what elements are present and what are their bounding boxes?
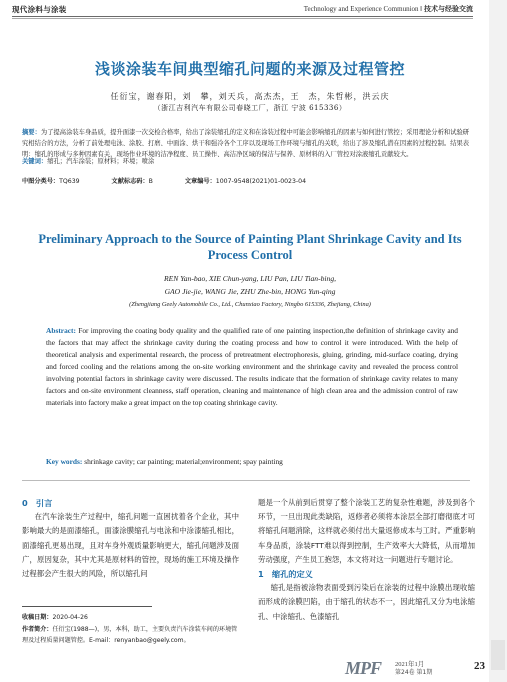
chinese-keywords-label: 关键词： [22, 158, 48, 165]
class-number-label: 中图分类号： [22, 178, 60, 185]
intro-heading: 0 引言 [22, 498, 53, 508]
article-number-label: 文章编号： [184, 178, 216, 185]
page-edge-tab [491, 640, 505, 670]
section-1-paragraph: 缩孔是指被涂物表面受到污染后在涂装的过程中涂膜出现收缩而形成的涂膜凹陷，由于缩孔的状态不一，因此缩孔又分为电泳缩孔、中涂缩孔、色漆缩孔 [258, 583, 475, 621]
chinese-affiliation: （浙江吉利汽车有限公司春晓工厂，浙江 宁波 615336） [153, 104, 347, 112]
author-bio [22, 624, 239, 647]
page-number: 23 [474, 660, 485, 672]
chinese-title: 浅谈涂装车间典型缩孔问题的来源及过程管控 [94, 60, 405, 78]
header-section-cn: 技术与经验交流 [424, 5, 473, 13]
classification-line [22, 176, 470, 185]
chinese-abstract-label: 摘要： [22, 129, 41, 136]
class-number-value: TQ639 [59, 178, 80, 185]
english-keywords-label: Key words: [46, 457, 83, 466]
footnote-rule [22, 606, 152, 607]
intro-paragraph-continued: 题是一个从前到后贯穿了整个涂装工艺的复杂性难题，涉及到各个环节，一旦出现此类缺陷，返修者必须将本涂层全部打磨彻底才可将缩孔问题消除，这样就必须付出大量返修成本与工时。严重影响车身品质，涂装FTT难以得到控制，生产效率大大降低，从而增加劳动强度，产生员工抱怨，本文将对这一问题进行专题讨论。 [258, 498, 475, 564]
header-rule-thin [12, 18, 473, 19]
chinese-keywords-text: 缩孔；汽车涂装；原材料；环境；喷涂 [47, 158, 155, 165]
english-keywords [46, 457, 458, 466]
intro-paragraph: 在汽车涂装生产过程中，缩孔问题一直困扰着各个企业，其中影响最大的是面漆缩孔，面漆涂膜缩孔与电泳和中涂漆缩孔相比，面漆缩孔更易出现，且对车身外观质量影响更大，缩孔问题涉及面广，原因复杂，其中尤其是原材料的管控，现场的施工环境及操作过程都会产生很大的风险，所以缩孔问 [22, 512, 239, 579]
article-number-value: 1007-9548(2021)01-0023-04 [215, 178, 307, 185]
header-section-en: Technology and Experience Communion [303, 5, 419, 13]
chinese-authors: 任衍宝，谢春阳，刘 攀，刘天兵，高杰杰，王 杰，朱哲彬，洪云庆 [110, 92, 390, 101]
english-abstract [46, 325, 458, 409]
section-divider [22, 480, 470, 481]
journal-header-left: 现代涂料与涂装 [12, 5, 67, 14]
footnotes [22, 612, 239, 647]
english-authors-line-1: REN Yan-bao, XIE Chun-yang, LIU Pan, LIU Tian-bing, [163, 274, 337, 283]
page-footer [345, 658, 485, 678]
english-keywords-text: shrinkage cavity; car painting; material;environment; spay painting [84, 457, 283, 466]
body-column-right [258, 496, 475, 624]
chinese-keywords [22, 156, 470, 167]
header-rule [12, 16, 473, 17]
chinese-abstract-text: 为了提高涂装车身品质，提升面漆一次交检合格率，给出了涂装缩孔的定义和在涂装过程中可能会影响缩孔的因素与如何进行管控；采用理论分析和试验研究相结合的方法，分析了前处理电泳、涂胶、打磨、中面涂、烘干和强冷各个工序以及现场工作环境与缩孔的关联，给出了涉及缩孔潜在因素的过程控制。结果表明：缩孔的形成与多种因素有关，现场作业环境的洁净程度、员工操作、高洁净区域的保洁与保养、原材料的入厂管控对涂液缩孔贡献较大。 [22, 129, 470, 158]
journal-logo: MPF [345, 658, 382, 678]
received-value: 2020-04-26 [52, 614, 88, 621]
author-bio-label: 作者简介： [22, 625, 53, 633]
english-authors [30, 272, 470, 298]
english-abstract-text: For improving the coating body quality and the qualified rate of one painting inspection,the definition of shrinkage cavity and the factors that may affect the shrinkage cavity during the coating process and how to control it were introduced. With the help of theoretical analysis and experimental research, the process of pretreatment electrophoresis, gluing, grinding, mid-surface coating, drying and forced cooling and the relations among the on-site working environment and the shrinkage cavity and revealed the process control involving potential factors in shrinkage cavity were discussed. The results indicate that the formation of shrinkage cavity relates to many factors and on-site environment cleanness, staff operation, cleaning and maintenance of high clean area and the admission control of raw materials into factory make a great impact on the top coating shrinkage cavity. [46, 326, 458, 407]
english-title: Preliminary Approach to the Source of Painting Plant Shrinkage Cavity and Its Process Control [38, 232, 462, 262]
received-date [22, 612, 239, 624]
section-1-heading: 1 缩孔的定义 [258, 569, 313, 580]
author-bio-text: 任衍宝(1988—)，男，本科，助工，主要负责汽车涂装车间的环境管理及过程质量问题管控。E-mail：renyanbao@geely.com。 [22, 625, 238, 644]
body-column-left [22, 496, 239, 581]
english-abstract-label: Abstract: [46, 326, 76, 335]
english-authors-line-2: GAO Jie-jie, WANG Jie, ZHU Zhe-bin, HONG Yun-qing [164, 287, 336, 296]
footer-volume: 第24卷 第1期 [395, 669, 433, 676]
english-affiliation: (Zhengjiang Geely Automobile Co., Ltd., Chunxiao Factory, Ningbo 615336, Zhejiang, China) [129, 301, 371, 308]
footer-date: 2021年1月 [395, 661, 425, 668]
journal-header-right: Technology and Experience Communion ‖ 技术与经验交流 [303, 5, 473, 13]
received-label: 收稿日期： [22, 614, 53, 621]
doc-code-value: B [148, 178, 153, 185]
page-edge-band [489, 0, 507, 682]
doc-code-label: 文献标志码： [111, 178, 149, 185]
